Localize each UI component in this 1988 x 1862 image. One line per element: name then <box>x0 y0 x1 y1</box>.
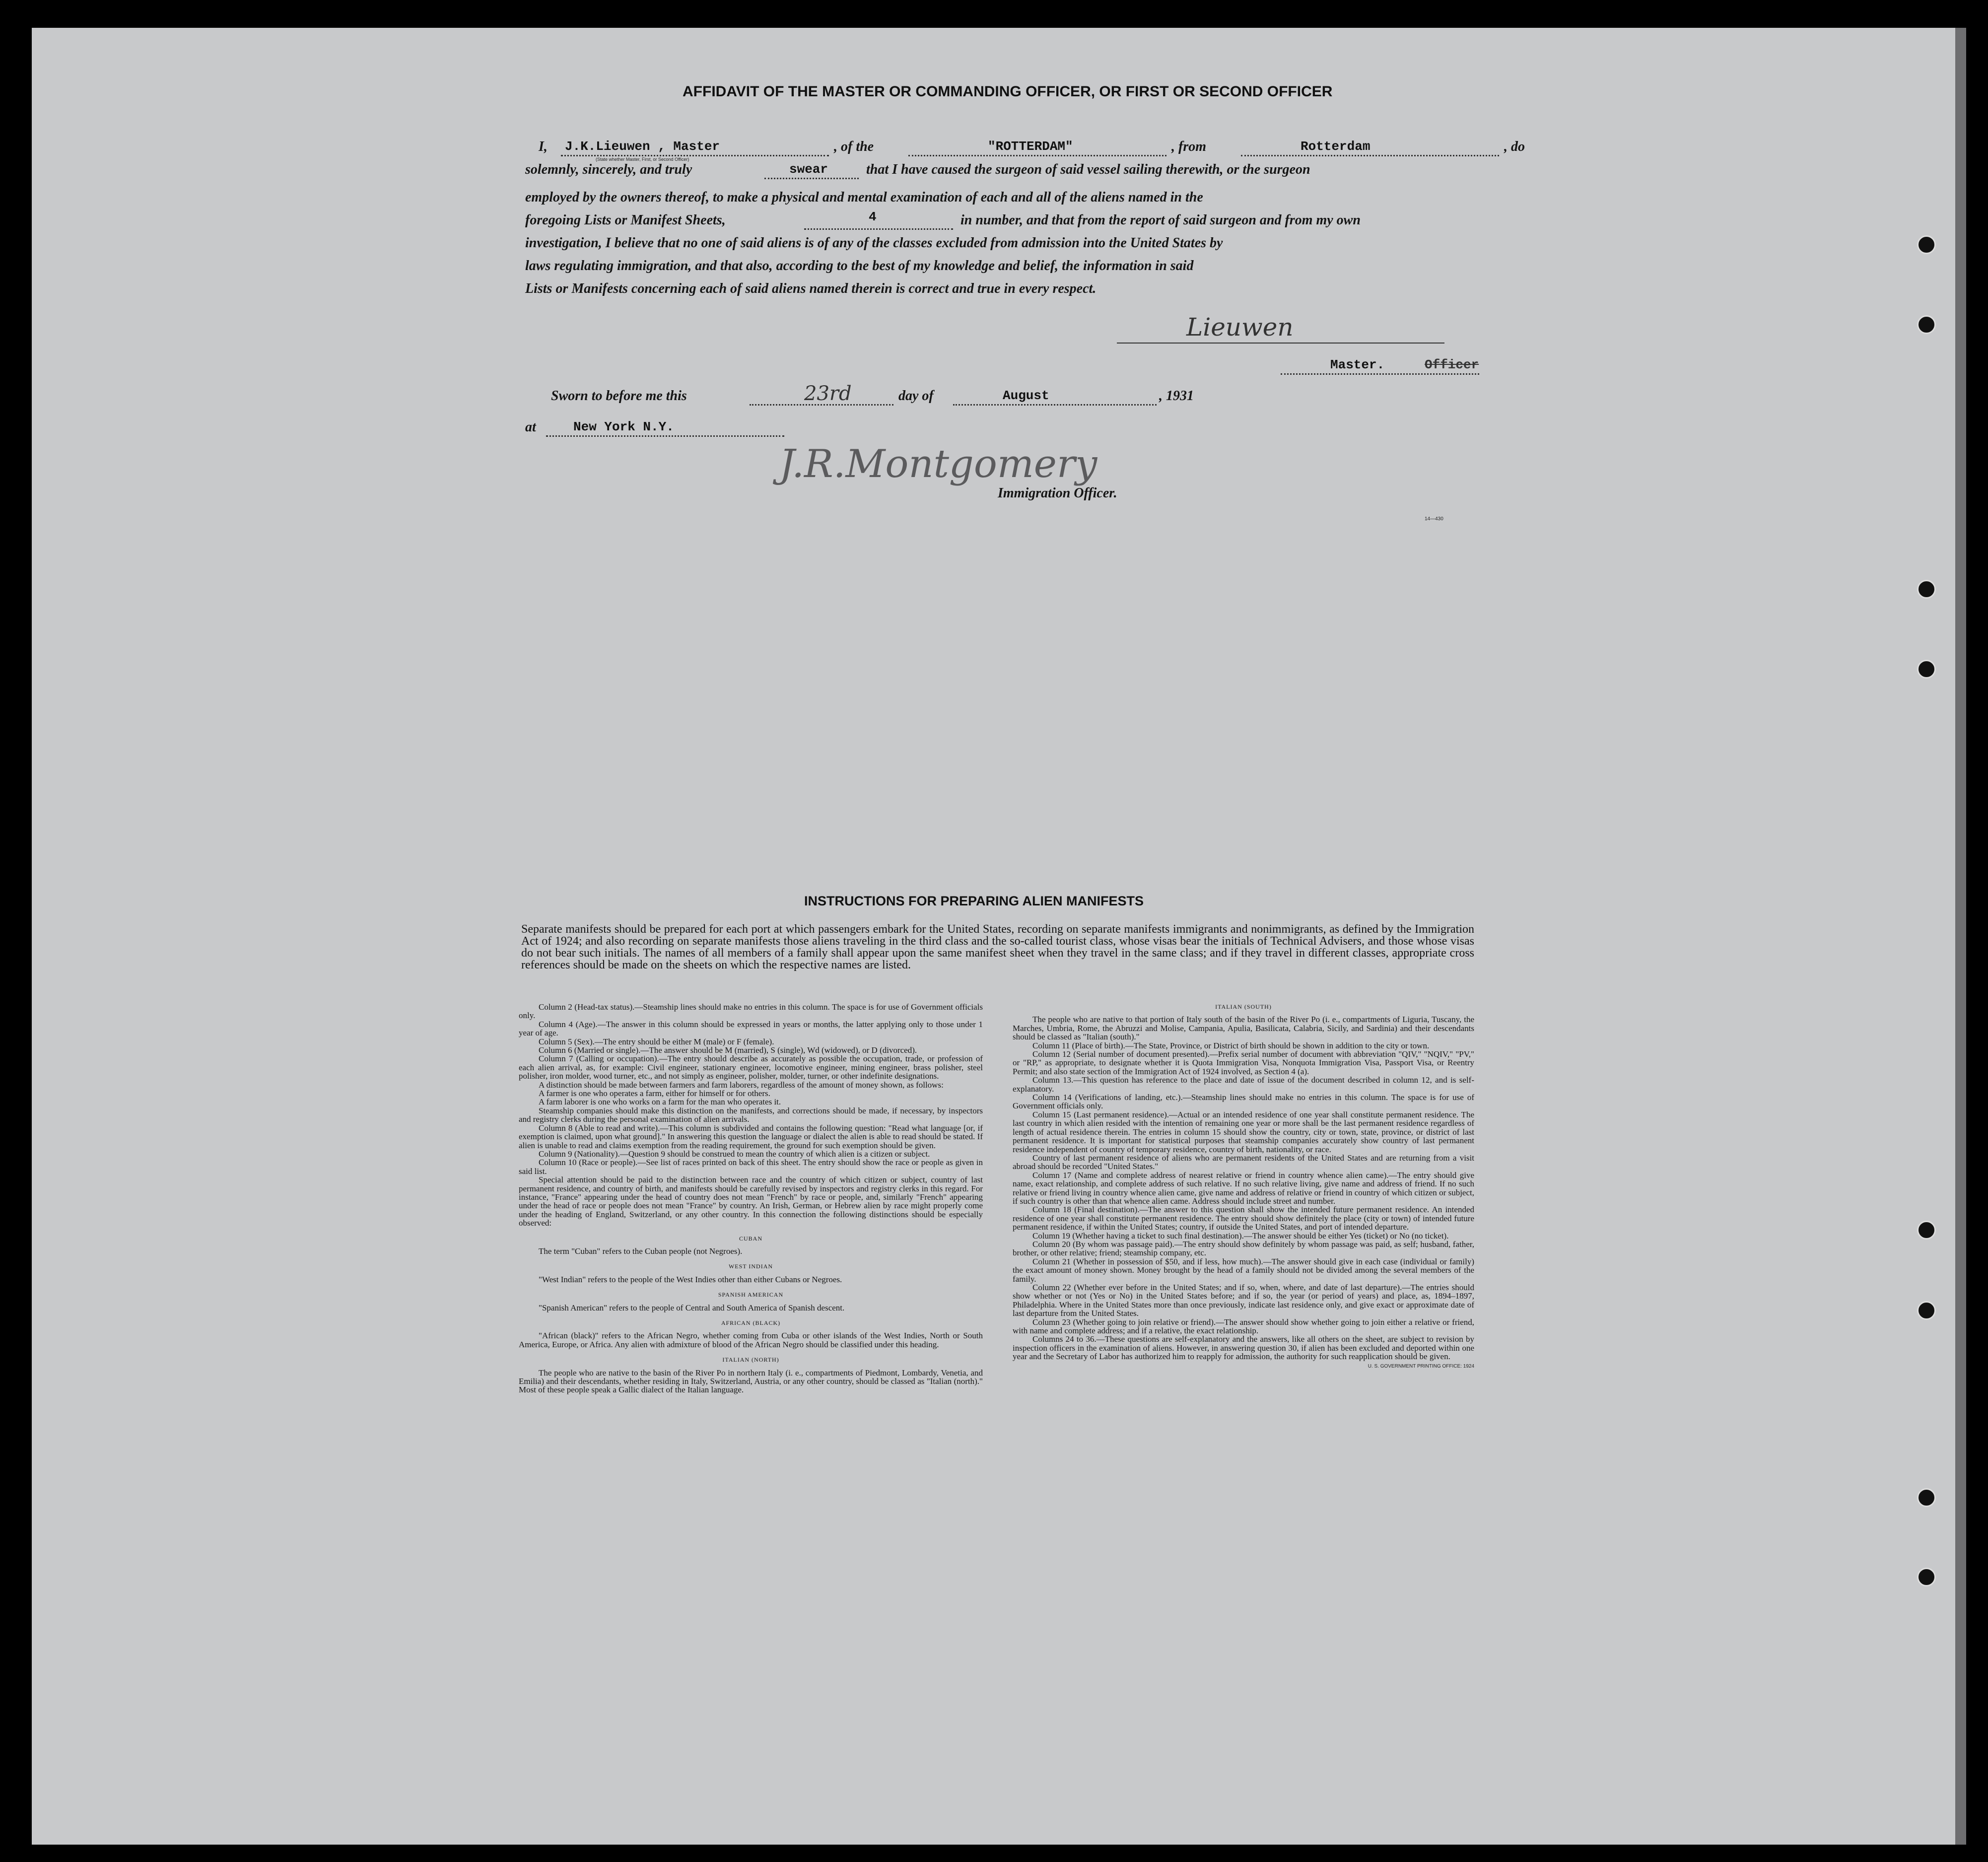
affidavit-line-3: employed by the owners thereof, to make a physical and mental examination of each and all of the aliens named in the <box>525 190 1203 205</box>
sheet-count-field <box>804 209 953 230</box>
paragraph: "African (black)" refers to the African Negro, whether coming from Cuba or other islands of the West Indies, North or South America, Europe, or Africa. Any alien with admixture of blood of the African Negro should be classified under this heading. <box>519 1331 983 1349</box>
day-value: 23rd <box>804 382 852 405</box>
printer-imprint: U. S. GOVERNMENT PRINTING OFFICE: 1924 <box>1368 1363 1474 1369</box>
binder-hole-icon <box>1917 315 1936 334</box>
master-signature-line <box>1117 313 1444 344</box>
struck-officer: Officer <box>1425 357 1479 372</box>
instructions-right-column <box>1013 1003 1474 1371</box>
from-label: , from <box>1171 139 1206 154</box>
vessel-field <box>908 139 1166 156</box>
i-label: I, <box>539 139 548 154</box>
paragraph: Column 13.—This question has reference to the place and date of issue of the document described in column 12, and is self-explanatory. <box>1013 1075 1474 1094</box>
officer-signature: J.R.Montgomery <box>779 442 1097 486</box>
month: August <box>1003 388 1049 403</box>
paragraph: Column 17 (Name and complete address of nearest relative or friend in country whence alien came).—The entry should give name, exact relationship, and complete address of such relative. If no such relative living, give name and address of friend. If no such relative or friend living in country whence alien came, give name and address of relative or friend in country of which citizen or subject, if such country is other than that whence alien came. Address should include street and number. <box>1013 1170 1474 1206</box>
binder-hole-icon <box>1917 580 1936 599</box>
port-field <box>1241 139 1499 156</box>
affidavit-line-6: laws regulating immigration, and that also, according to the best of my knowledge and belief, the information in said <box>525 258 1194 274</box>
place: New York N.Y. <box>573 419 674 434</box>
year: , 1931 <box>1159 388 1194 404</box>
paragraph: The people who are native to that portion of Italy south of the basin of the River Po (i. e., compartments of Liguria, Tuscany, the Marches, Umbria, Rome, the Abruzzi and Molise, Campania, Apulia, Basilicata, Calabria, Sicily, and Sardinia) and their descendants should be classed as "Italian (south)." <box>1013 1015 1474 1042</box>
paragraph: Column 5 (Sex).—The entry should be either M (male) or F (female). <box>539 1036 774 1046</box>
binder-hole-icon <box>1917 235 1936 254</box>
section-heading: ITALIAN (NORTH) <box>722 1356 779 1364</box>
paragraph: The people who are native to the basin of the River Po in northern Italy (i. e., compartments of Piedmont, Lombardy, Venetia, and Emilia) and their descendants, whether residing in Italy, Switzerland, Austria, or any other country, should be classed as "Italian (north)." Most of these people speak a Gallic dialect of the Italian language. <box>519 1368 983 1395</box>
sheets-tail: in number, and that from the report of said surgeon and from my own <box>960 212 1361 228</box>
paragraph: Column 23 (Whether going to join relative or friend).—The answer should show whether going to join either a relative or friend, with name and complete address; and if a relative, the exact relationship. <box>1013 1317 1474 1336</box>
paragraph: Column 9 (Nationality).—Question 9 should be construed to mean the country of which alien is a citizen or subject. <box>539 1149 930 1159</box>
form-code: 14—430 <box>1425 516 1443 522</box>
binder-hole-icon <box>1917 660 1936 679</box>
paragraph: Column 12 (Serial number of document presented).—Prefix serial number of document with abbreviation "QIV," "NQIV," "PV," or "RP," as appropriate, to designate whether it is Quota Immigration Visa, Nonquota Immigration Visa, Passport Visa, or Reentry Permit; and also state section of the Immigration Act of 1924 involved, as Section 4 (a). <box>1013 1049 1474 1076</box>
of-the-label: , of the <box>834 139 874 154</box>
place-field <box>546 419 784 437</box>
paragraph: Column 2 (Head-tax status).—Steamship lines should make no entries in this column. The space is for use of Government officials only. <box>519 1002 983 1021</box>
paragraph: Special attention should be paid to the distinction between race and the country of which citizen or subject, country of last permanent residence, and country of birth, and manifests should be carefully revised by inspectors and registry clerks in this regard. For instance, "France" appearing under the head of country does not mean "French" by race or people, and, similarly "French" appearing under the head of race or people does not mean "France" by country. An Irish, German, or Hebrew alien by race might properly come under the heading of England, Switzerland, or any other country. In this connection the following distinctions should be especially observed: <box>519 1175 983 1228</box>
at-label: at <box>525 419 536 435</box>
day-field <box>750 382 893 406</box>
binder-hole-icon <box>1917 1488 1936 1507</box>
section-heading: ITALIAN (SOUTH) <box>1215 1003 1272 1010</box>
paragraph: Country of last permanent residence of aliens who are permanent residents of the United States and are returning from a visit abroad should be recorded "United States." <box>1013 1153 1474 1172</box>
affidavit-line-7: Lists or Manifests concerning each of said aliens named therein is correct and true in every respect. <box>525 281 1097 296</box>
paragraph: Column 22 (Whether ever before in the United States; and if so, when, where, and date of last departure).—The entries should show whether or not (Yes or No) in the United States before; and if so, the year (or period of years) and place, as, 1894–1897, Philadelphia. Where in the United States more than once previously, indicate last residence only, and give exact or approximate date of last departure from the United States. <box>1013 1283 1474 1318</box>
paragraph: Column 11 (Place of birth).—The State, Province, or District of birth should be shown in addition to the city or town. <box>1032 1040 1430 1050</box>
master-signature: Lieuwen <box>1186 313 1294 342</box>
section-heading: WEST INDIAN <box>728 1263 773 1270</box>
paragraph: "West Indian" refers to the people of the West Indies other than either Cubans or Negroes. <box>539 1274 842 1284</box>
section-heading: CUBAN <box>739 1235 762 1242</box>
paragraph: Columns 24 to 36.—These questions are self-explanatory and the answers, like all others on the sheet, are subject to revision by inspection officers in the examination of aliens. However, in answering question 30, if alien has been excluded and deported within one year and the Secretary of Labor has authorized him to reapply for admission, the authority for such reapplication should be given. <box>1013 1334 1474 1362</box>
paragraph: Steamship companies should make this distinction on the manifests, and corrections should be made, if necessary, by inspectors and registry clerks during the personal examination of alien arrivals. <box>519 1105 983 1124</box>
sheet-count: 4 <box>869 209 877 224</box>
paragraph: Column 14 (Verifications of landing, etc.).—Steamship lines should make no entries in this column. The space is for use of Government officials only. <box>1013 1093 1474 1111</box>
paragraph: A farm laborer is one who works on a farm for the man who operates it. <box>539 1097 781 1107</box>
affidavit-line-5: investigation, I believe that no one of said aliens is of any of the classes excluded from admission into the United States by <box>525 235 1223 251</box>
oath-tail: that I have caused the surgeon of said vessel sailing therewith, or the surgeon <box>866 162 1310 177</box>
paragraph: Column 20 (By whom was passage paid).—The entry should show definitely by whom passage was paid, as self; husband, father, brother, or other relative; friend; steamship company, etc. <box>1013 1239 1474 1258</box>
binder-hole-icon <box>1917 1568 1936 1586</box>
sheets-lead: foregoing Lists or Manifest Sheets, <box>525 212 726 228</box>
paragraph: Column 21 (Whether in possession of $50, and if less, how much).—The answer should give in each case (individual or family) the exact amount of money shown. Money brought by the head of a family should not be divided among the several members of the family. <box>1013 1256 1474 1284</box>
affidavit-title: AFFIDAVIT OF THE MASTER OR COMMANDING OFFICER, OR FIRST OR SECOND OFFICER <box>683 83 1333 100</box>
paragraph: A farmer is one who operates a farm, either for himself or for others. <box>539 1089 770 1099</box>
paragraph: Column 15 (Last permanent residence).—Actual or an intended residence of one year shall constitute permanent residence. The last country in which alien resided with the intention of remaining one year or more shall be the last permanent residence regardless of length of actual residence therein. The entries in column 15 should show the country, city or town, state, province, or district of last permanent residence. It is important for statistical purposes that steamship companies accurately show country of last permanent residence independent of country of temporary residence, country of birth, nationality, or race. <box>1013 1109 1474 1154</box>
paragraph: A distinction should be made between farmers and farm laborers, regardless of the amount of money shown, as follows: <box>539 1080 944 1090</box>
title-field <box>1281 357 1479 375</box>
master-label: Master. <box>1330 357 1385 372</box>
oath-word: swear <box>789 162 828 177</box>
binder-hole-icon <box>1917 1221 1936 1240</box>
oath-lead: solemnly, sincerely, and truly <box>525 162 692 177</box>
month-field <box>953 388 1157 406</box>
paragraph: Column 7 (Calling or occupation).—The entry should describe as accurately as possible the occupation, trade, or profession of each alien arrival, as, for example: Civil engineer, stationary engineer, locomotive engineer, mining engineer, brass polisher, steel polisher, iron molder, wood turner, etc., and not simply as engineer, polisher, molder, turner, or other indefinite designations. <box>519 1054 983 1081</box>
day-of-label: day of <box>898 388 934 404</box>
paragraph: Column 10 (Race or people).—See list of races printed on back of this sheet. The entry should show the race or people as given in said list. <box>519 1158 983 1176</box>
officer-state-note: (State whether Master, First, or Second Officer) <box>596 157 689 162</box>
instructions-intro: Separate manifests should be prepared for each port at which passengers embark for the United States, recording on separate manifests immigrants and nonimmigrants, as defined by the Immigration Act of 1924; and also recording on separate manifests those aliens traveling in the third class and the so-called tourist class, whose visas bear the initials of Technical Advisers, and those whose visas do not bear such initials. The names of all members of a family shall appear upon the same manifest sheet when they travel in the same class; and if they travel in different classes, appropriate cross references should be made on the sheets on which the respective names are listed. <box>521 923 1474 971</box>
instructions-left-column <box>519 1003 983 1394</box>
officer-name: J.K.Lieuwen , Master <box>565 139 720 154</box>
paragraph: Column 18 (Final destination).—The answer to this question shall show the intended future permanent residence. An intended residence of one year shall constitute permanent residence. The entry should show definitely the place (city or town) of intended future permanent residence, if within the United States; country, if outside the United States, and port of intended departure. <box>1013 1205 1474 1232</box>
vessel-name: "ROTTERDAM" <box>988 139 1073 154</box>
paragraph: The term "Cuban" refers to the Cuban people (not Negroes). <box>539 1246 743 1256</box>
binder-hole-icon <box>1917 1301 1936 1320</box>
section-heading: AFRICAN (BLACK) <box>721 1319 781 1326</box>
oath-field <box>764 162 859 179</box>
sworn-label: Sworn to before me this <box>551 388 687 404</box>
do-label: , do <box>1504 139 1525 154</box>
officer-field <box>561 139 829 156</box>
officer-title: Immigration Officer. <box>998 485 1117 501</box>
departure-port: Rotterdam <box>1301 139 1371 154</box>
section-heading: SPANISH AMERICAN <box>718 1291 784 1299</box>
paragraph: Column 4 (Age).—The answer in this column should be expressed in years or months, the latter applying only to those under 1 year of age. <box>519 1019 983 1038</box>
paragraph: Column 19 (Whether having a ticket to such final destination).—The answer should be either Yes (ticket) or No (no ticket). <box>1032 1231 1449 1241</box>
page-edge <box>1955 28 1966 1845</box>
paragraph: "Spanish American" refers to the people of Central and South America of Spanish descent. <box>539 1303 845 1312</box>
instructions-title: INSTRUCTIONS FOR PREPARING ALIEN MANIFESTS <box>804 894 1144 908</box>
paragraph: Column 8 (Able to read and write).—This column is subdivided and contains the following question: "Read what language [or, if exemption is claimed, upon what ground]." In answering this question the language or dialect the alien is able to read should be stated. If alien is unable to read and claims exemption from the reading requirement, the ground for such exemption should be given. <box>519 1123 983 1150</box>
paragraph: Column 6 (Married or single).—The answer should be M (married), S (single), Wd (widowed), or D (divorced). <box>539 1045 917 1055</box>
